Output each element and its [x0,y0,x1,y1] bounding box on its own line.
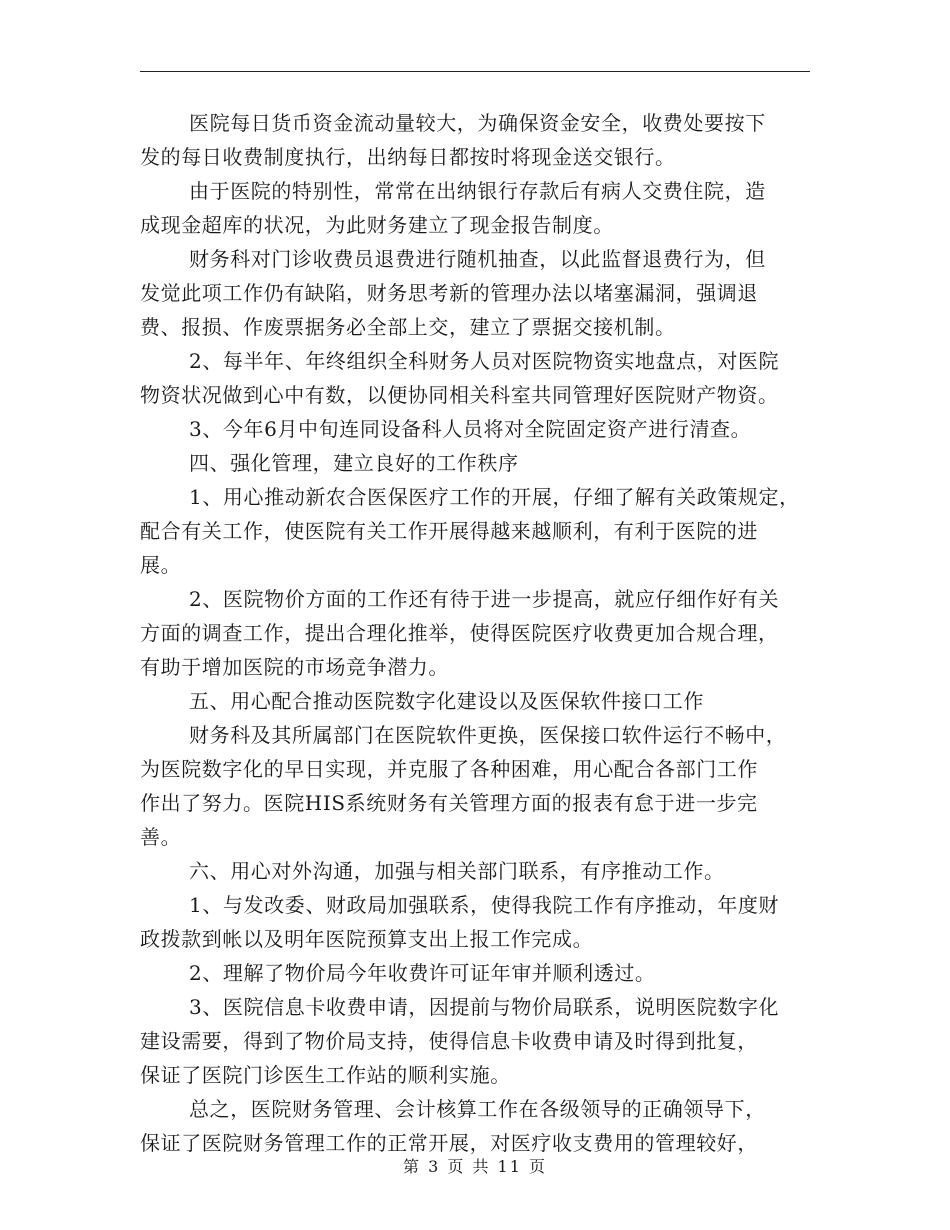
section-heading: 五、用心配合推动医院数字化建设以及医保软件接口工作 [189,689,704,713]
page-number-footer: 第 3 页 共 11 页 [403,1157,547,1176]
text-line: 总之，医院财务管理、会计核算工作在各级领导的正确领导下， [189,1097,766,1121]
text-line: 物资状况做到心中有数，以便协同相关科室共同管理好医院财产物资。 [140,383,779,407]
text-line: 保证了医院门诊医生工作站的顺利实施。 [140,1063,511,1087]
text-line: 2、医院物价方面的工作还有待于进一步提高，就应仔细作好有关 [189,587,780,611]
text-line: 发的每日收费制度执行，出纳每日都按时将现金送交银行。 [140,145,676,169]
text-line: 保证了医院财务管理工作的正常开展，对医疗收支费用的管理较好， [140,1131,758,1155]
text-line: 3、医院信息卡收费申请，因提前与物价局联系，说明医院数字化 [189,995,780,1019]
text-line: 费、报损、作废票据务必全部上交，建立了票据交接机制。 [140,315,676,339]
body-text [140,106,820,1160]
text-line: 医院每日货币资金流动量较大，为确保资金安全，收费处要按下 [189,111,766,135]
text-line: 配合有关工作，使医院有关工作开展得越来越顺利，有利于医院的进 [140,519,758,543]
text-line: 政拨款到帐以及明年医院预算支出上报工作完成。 [140,927,594,951]
header-rule [140,71,810,72]
text-line: 展。 [140,553,182,577]
text-line: 善。 [140,825,182,849]
text-line: 由于医院的特别性，常常在出纳银行存款后有病人交费住院，造 [189,179,766,203]
text-line: 成现金超库的状况，为此财务建立了现金报告制度。 [140,213,614,237]
text-line: 建设需要，得到了物价局支持，使得信息卡收费申请及时得到批复， [140,1029,758,1053]
text-line: 2、每半年、年终组织全科财务人员对医院物资实地盘点，对医院 [189,349,780,373]
text-line: 财务科及其所属部门在医院软件更换，医保接口软件运行不畅中， [189,723,787,747]
text-line: 1、与发改委、财政局加强联系，使得我院工作有序推动，年度财 [189,893,780,917]
text-line: 2、理解了物价局今年收费许可证年审并顺利透过。 [189,961,656,985]
section-heading: 六、用心对外沟通，加强与相关部门联系，有序推动工作。 [189,859,725,883]
text-line: 财务科对门诊收费员退费进行随机抽查，以此监督退费行为，但 [189,247,766,271]
text-line: 为医院数字化的早日实现，并克服了各种困难，用心配合各部门工作 [140,757,758,781]
text-line: 作出了努力。医院HIS系统财务有关管理方面的报表有怠于进一步完 [140,791,758,815]
section-heading: 四、强化管理，建立良好的工作秩序 [189,451,519,475]
text-line: 方面的调查工作，提出合理化推举，使得医院医疗收费更加合规合理， [140,621,779,645]
text-line: 1、用心推动新农合医保医疗工作的开展，仔细了解有关政策规定， [189,485,800,509]
text-line: 发觉此项工作仍有缺陷，财务思考新的管理办法以堵塞漏洞，强调退 [140,281,758,305]
text-line: 3、今年6月中旬连同设备科人员将对全院固定资产进行清查。 [189,417,752,441]
text-line: 有助于增加医院的市场竞争潜力。 [140,655,449,679]
